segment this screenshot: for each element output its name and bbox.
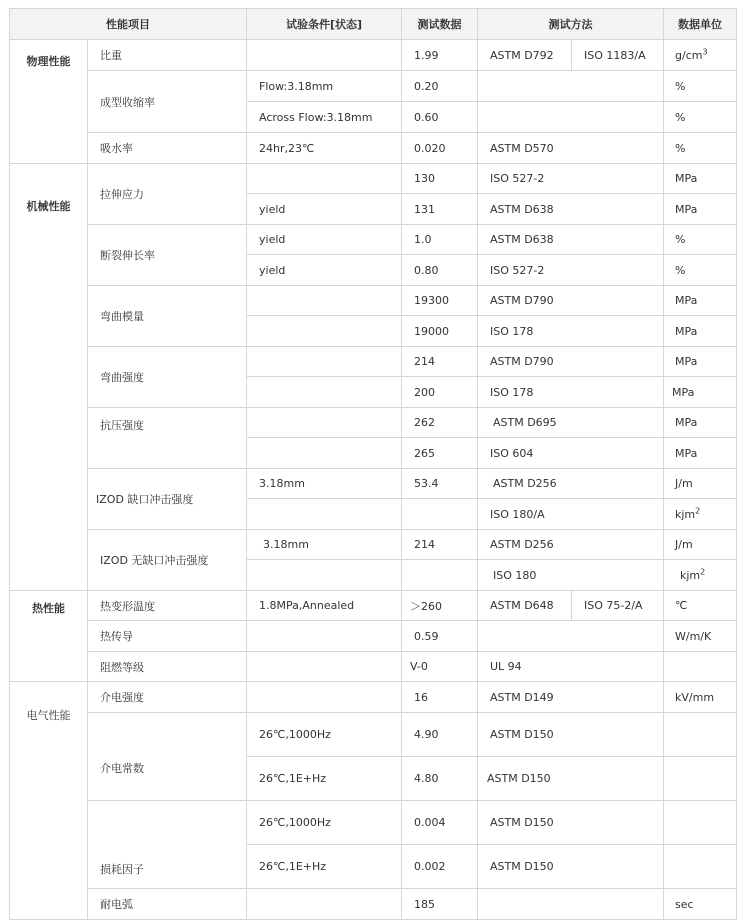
unit-cell: MPa: [664, 316, 737, 347]
method-cell: ASTM D638: [478, 194, 664, 225]
value-cell: 0.002: [402, 845, 478, 889]
header-condition: 试验条件[状态]: [247, 9, 402, 40]
method-cell: ASTM D256: [478, 530, 664, 560]
value-cell: 185: [402, 889, 478, 920]
table-row: [10, 408, 737, 438]
table-row: [10, 469, 737, 499]
table-row: [10, 164, 737, 194]
header-property: 性能项目: [10, 9, 247, 40]
table-row: [10, 713, 737, 757]
condition-cell: [247, 408, 402, 438]
value-cell: 4.80: [402, 757, 478, 801]
unit-cell: %: [664, 225, 737, 255]
unit-cell: J/m: [664, 469, 737, 499]
table-row: [10, 801, 737, 845]
condition-cell: 3.18mm: [247, 530, 402, 560]
unit-text: kjm: [680, 568, 701, 582]
value-cell: 19300: [402, 286, 478, 316]
table-row: [10, 40, 737, 71]
property-name: 断裂伸长率: [88, 225, 247, 286]
property-name: 耐电弧: [88, 889, 247, 920]
unit-cell: MPa: [664, 194, 737, 225]
value-cell: [402, 499, 478, 530]
condition-cell: yield: [247, 225, 402, 255]
method-cell: ISO 180: [478, 560, 664, 591]
condition-cell: [247, 316, 402, 347]
method-cell: ASTM D790: [478, 347, 664, 377]
property-name: 热传导: [88, 621, 247, 652]
property-name: 比重: [88, 40, 247, 71]
table-row: [10, 652, 737, 682]
method-cell: ISO 75-2/A: [572, 591, 664, 621]
condition-cell: 26℃,1E+Hz: [247, 845, 402, 889]
header-data: 测试数据: [402, 9, 478, 40]
unit-cell: %: [664, 71, 737, 102]
condition-cell: Flow:3.18mm: [247, 71, 402, 102]
method-cell: UL 94: [478, 652, 664, 682]
category-electrical: [10, 682, 88, 920]
properties-table: [9, 8, 737, 920]
unit-cell: MPa: [664, 286, 737, 316]
condition-cell: Across Flow:3.18mm: [247, 102, 402, 133]
property-name: 介电强度: [88, 682, 247, 713]
value-cell: [402, 560, 478, 591]
category-electrical-label: 电气性能: [26, 708, 71, 722]
unit-cell: W/m/K: [664, 621, 737, 652]
value-cell: 200: [402, 377, 478, 408]
condition-cell: [247, 347, 402, 377]
property-name: 弯曲模量: [88, 286, 247, 347]
unit-cell: %: [664, 102, 737, 133]
condition-cell: yield: [247, 255, 402, 286]
condition-cell: [247, 499, 402, 530]
table-row: [10, 347, 737, 377]
unit-cell: [664, 757, 737, 801]
condition-cell: 26℃,1E+Hz: [247, 757, 402, 801]
condition-cell: [247, 40, 402, 71]
condition-cell: [247, 621, 402, 652]
condition-cell: 24hr,23℃: [247, 133, 402, 164]
method-cell: ISO 178: [478, 377, 664, 408]
unit-superscript: 3: [702, 46, 708, 56]
unit-cell: MPa: [664, 164, 737, 194]
condition-cell: 26℃,1000Hz: [247, 713, 402, 757]
unit-cell: MPa: [664, 438, 737, 469]
value-cell: 0.59: [402, 621, 478, 652]
method-cell: ISO 178: [478, 316, 664, 347]
value-cell: 265: [402, 438, 478, 469]
property-name: 介电常数: [88, 713, 247, 801]
unit-cell: J/m: [664, 530, 737, 560]
method-cell: ASTM D256: [478, 469, 664, 499]
property-name: 抗压强度: [88, 408, 247, 469]
method-cell: ASTM D695: [478, 408, 664, 438]
unit-cell: MPa: [664, 347, 737, 377]
method-cell: ISO 527-2: [478, 255, 664, 286]
property-name: 热变形温度: [88, 591, 247, 621]
condition-cell: [247, 652, 402, 682]
table-row: [10, 133, 737, 164]
value-cell: 16: [402, 682, 478, 713]
condition-cell: yield: [247, 194, 402, 225]
value-cell: 53.4: [402, 469, 478, 499]
condition-cell: [247, 164, 402, 194]
table-row: [10, 71, 737, 102]
value-cell: 0.60: [402, 102, 478, 133]
method-cell: [478, 102, 664, 133]
category-physical: 物理性能: [10, 40, 88, 164]
unit-cell: [664, 560, 737, 591]
value-cell: 0.80: [402, 255, 478, 286]
table-row: [10, 889, 737, 920]
unit-text: kjm: [675, 507, 696, 521]
method-cell: ASTM D570: [478, 133, 664, 164]
condition-cell: [247, 438, 402, 469]
value-cell: 0.020: [402, 133, 478, 164]
property-name: 弯曲强度: [88, 347, 247, 408]
category-thermal: 热性能: [10, 591, 88, 682]
condition-cell: 3.18mm: [247, 469, 402, 499]
method-cell: [478, 621, 664, 652]
property-name: 阻燃等级: [88, 652, 247, 682]
unit-cell: [664, 652, 737, 682]
condition-cell: [247, 560, 402, 591]
unit-cell: MPa: [664, 408, 737, 438]
unit-cell: [664, 845, 737, 889]
method-cell: ISO 604: [478, 438, 664, 469]
value-cell: V-0: [402, 652, 478, 682]
unit-cell: [664, 499, 737, 530]
unit-cell: [664, 40, 737, 71]
method-cell: ASTM D150: [478, 801, 664, 845]
condition-cell: [247, 286, 402, 316]
method-cell: [478, 71, 664, 102]
table-row: [10, 621, 737, 652]
value-cell: 4.90: [402, 713, 478, 757]
unit-cell: %: [664, 255, 737, 286]
condition-cell: [247, 682, 402, 713]
method-cell: ASTM D790: [478, 286, 664, 316]
property-name: IZOD 无缺口冲击强度: [88, 530, 247, 591]
condition-cell: [247, 889, 402, 920]
value-cell: 130: [402, 164, 478, 194]
property-name: 损耗因子: [88, 801, 247, 889]
unit-text: g/cm: [675, 48, 703, 62]
method-cell: ISO 1183/A: [572, 40, 664, 71]
method-cell: ASTM D150: [478, 713, 664, 757]
value-cell: 214: [402, 530, 478, 560]
value-cell: 262: [402, 408, 478, 438]
table-row: [10, 286, 737, 316]
value-cell: 0.004: [402, 801, 478, 845]
unit-cell: %: [664, 133, 737, 164]
value-cell: 19000: [402, 316, 478, 347]
value-cell: ＞260: [402, 591, 478, 621]
method-cell: ISO 180/A: [478, 499, 664, 530]
method-cell: ASTM D792: [478, 40, 572, 71]
header-row: [10, 9, 737, 40]
property-name: 吸水率: [88, 133, 247, 164]
method-cell: ASTM D149: [478, 682, 664, 713]
header-method: 测试方法: [478, 9, 664, 40]
condition-cell: 1.8MPa,Annealed: [247, 591, 402, 621]
property-name: 成型收缩率: [88, 71, 247, 133]
value-cell: 0.20: [402, 71, 478, 102]
property-name: IZOD 缺口冲击强度: [88, 469, 247, 530]
table-row: [10, 225, 737, 255]
table-row: [10, 682, 737, 713]
method-cell: ASTM D150: [478, 845, 664, 889]
unit-cell: sec: [664, 889, 737, 920]
unit-cell: [664, 713, 737, 757]
unit-superscript: 2: [700, 566, 706, 576]
value-cell: 214: [402, 347, 478, 377]
header-unit: 数据单位: [664, 9, 737, 40]
property-name: 拉伸应力: [88, 164, 247, 225]
unit-cell: kV/mm: [664, 682, 737, 713]
unit-cell: MPa: [664, 377, 737, 408]
method-cell: ASTM D638: [478, 225, 664, 255]
method-cell: ISO 527-2: [478, 164, 664, 194]
unit-superscript: 2: [695, 505, 701, 515]
condition-cell: 26℃,1000Hz: [247, 801, 402, 845]
condition-cell: [247, 377, 402, 408]
unit-cell: [664, 801, 737, 845]
table-row: [10, 591, 737, 621]
category-mechanical: 机械性能: [10, 164, 88, 591]
unit-cell: ℃: [664, 591, 737, 621]
table-row: [10, 530, 737, 560]
value-cell: 1.99: [402, 40, 478, 71]
value-cell: 1.0: [402, 225, 478, 255]
value-cell: 131: [402, 194, 478, 225]
method-cell: [478, 889, 664, 920]
method-cell: ASTM D648: [478, 591, 572, 621]
method-cell: ASTM D150: [478, 757, 664, 801]
